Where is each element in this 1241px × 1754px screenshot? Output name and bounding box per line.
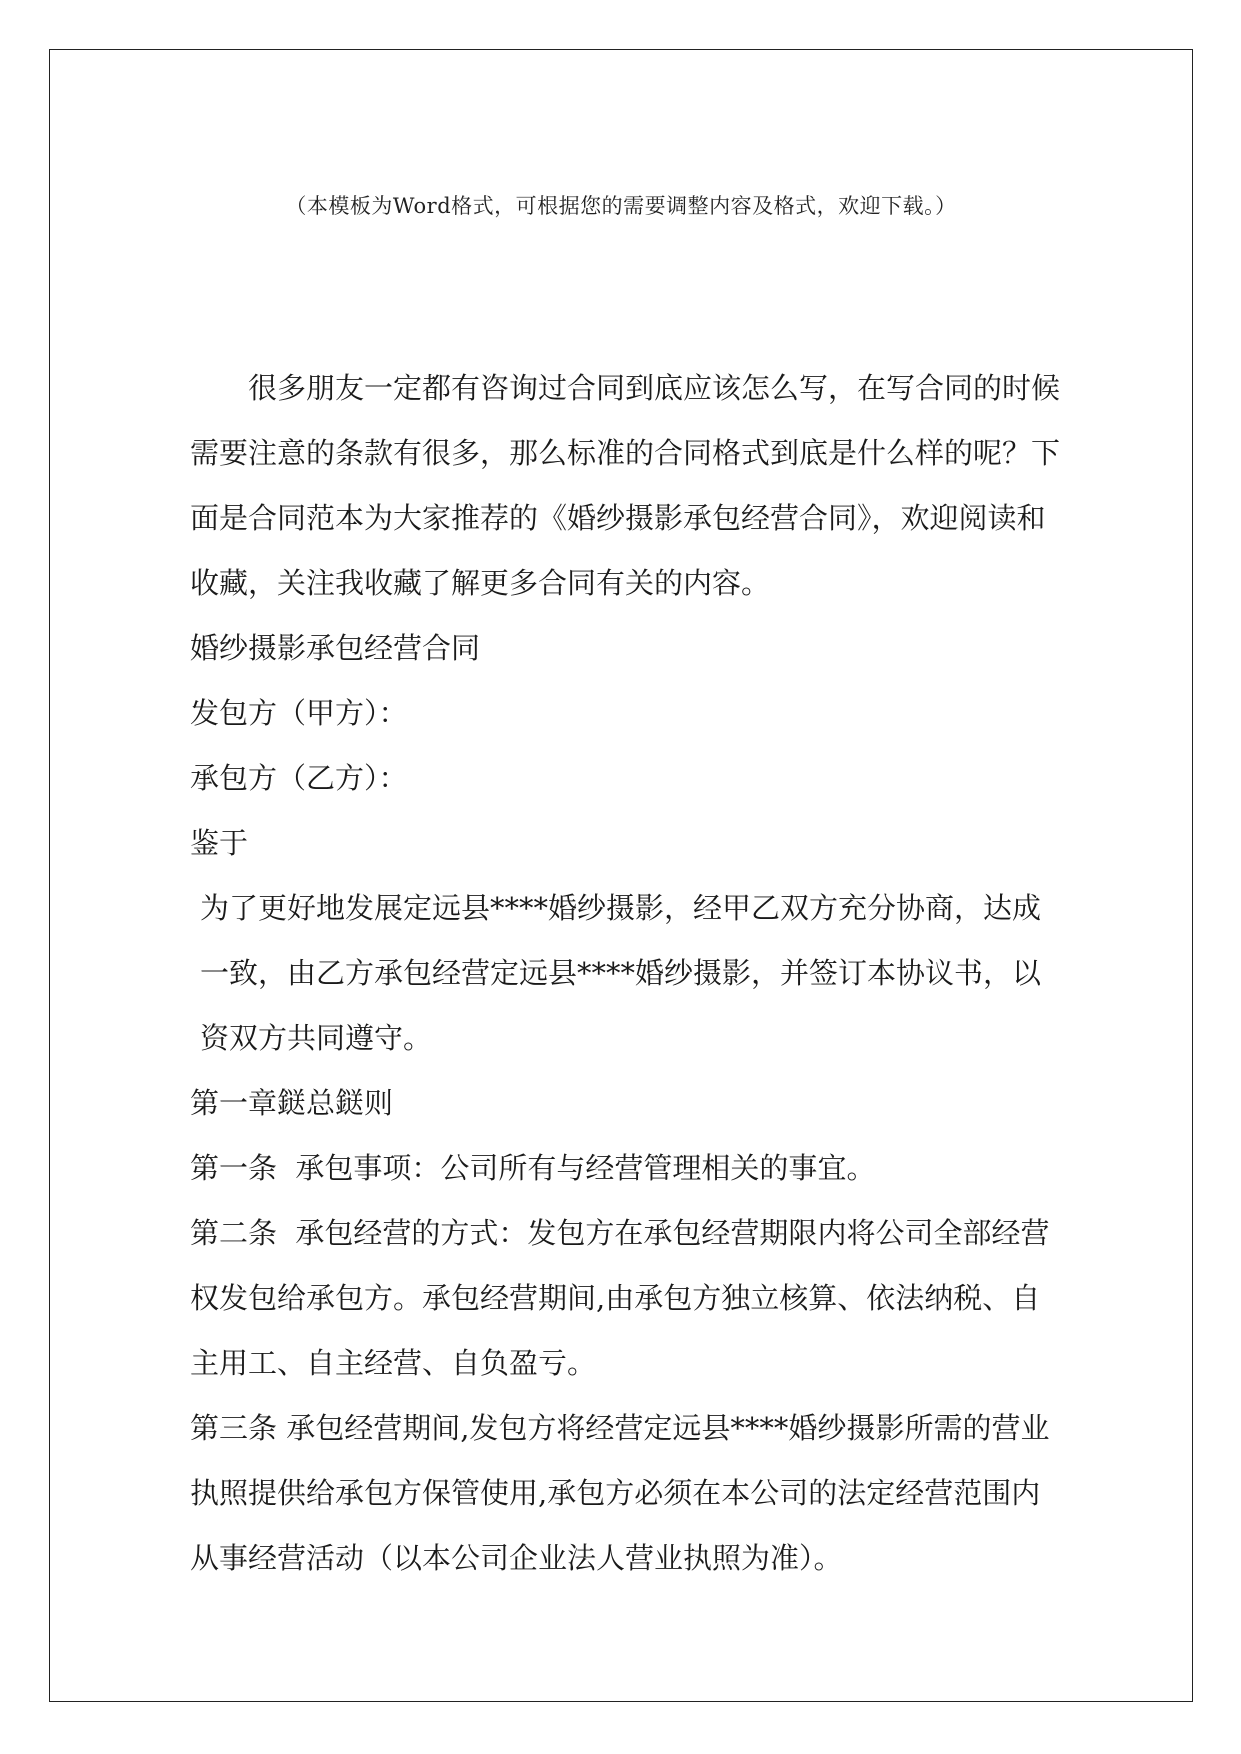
contract-title: 婚纱摄影承包经营合同 [190, 631, 481, 665]
article-3: 第三条 承包经营期间,发包方将经营定远县****婚纱摄影所需的营业执照提供给承包方保管使用,承包方必须在本公司的法定经营范围内从事经营活动（以本公司企业法人营业执照为准）。 [190, 1411, 1050, 1575]
whereas-heading: 鉴于 [190, 826, 249, 860]
article-1: 第一条 承包事项：公司所有与经营管理相关的事宜。 [190, 1151, 876, 1185]
party-a-line: 发包方（甲方）： [190, 696, 408, 730]
document-body [190, 356, 1060, 1591]
recital-paragraph: 为了更好地发展定远县****婚纱摄影，经甲乙双方充分协商，达成一致，由乙方承包经营定远县****婚纱摄影，并签订本协议书，以资双方共同遵守。 [200, 891, 1042, 1055]
intro-paragraph: 很多朋友一定都有咨询过合同到底应该怎么写，在写合同的时候需要注意的条款有很多，那么标准的合同格式到底是什么样的呢？下面是合同范本为大家推荐的《婚纱摄影承包经营合同》，欢迎阅读和收藏，关注我收藏了解更多合同有关的内容。 [190, 371, 1061, 600]
template-note: （本模板为Word格式，可根据您的需要调整内容及格式，欢迎下载。） [285, 194, 957, 218]
article-2: 第二条 承包经营的方式：发包方在承包经营期限内将公司全部经营权发包给承包方。承包经营期间,由承包方独立核算、依法纳税、自主用工、自主经营、自负盈亏。 [190, 1216, 1050, 1380]
chapter-1-heading: 第一章鎹总鎹则 [190, 1086, 394, 1120]
party-b-line: 承包方（乙方）： [190, 761, 408, 795]
